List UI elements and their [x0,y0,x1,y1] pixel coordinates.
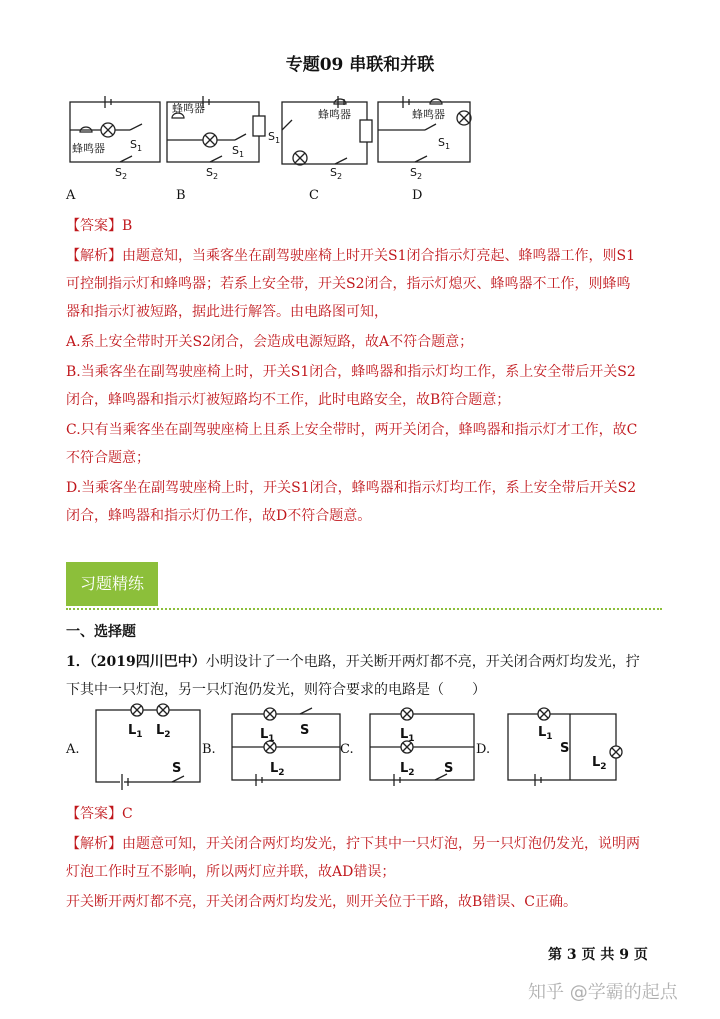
buzzer-label-b: 蜂鸣器 [172,102,205,115]
option-c-label: C [309,188,319,203]
question1-answer: 【答案】C [66,806,133,822]
prev-analysis-line-8: 不符合题意； [66,450,150,466]
svg-text:L1: $L_1$ [538,725,553,742]
prev-analysis-line-3: 器和指示灯被短路，据此进行解答。由电路图可知， [66,304,388,320]
svg-text:S1: $S_1$ [268,130,281,145]
question1-source: （2019四川巴中） [89,654,206,670]
svg-text:S1: $S_1$ [130,138,143,153]
question1-number: 1． [66,654,90,670]
svg-text:L1: $L_1$ [128,723,143,740]
prev-analysis-line-4: A.系上安全带时开关S2闭合，会造成电源短路，故A不符合题意； [66,334,474,350]
svg-text:S2: $S_2$ [206,166,219,181]
svg-text:S2: $S_2$ [330,166,343,181]
question1-stem-line-1 [66,648,640,676]
svg-text:L1: $L_1$ [400,727,415,744]
prev-analysis-line-9: D.当乘客坐在副驾驶座椅上时，开关S1闭合，蜂鸣器和指示灯均工作，系上安全带后开关S2 [66,480,637,496]
circuit-a-switch-label: S [172,761,182,776]
question1-circuits-figure [60,700,660,800]
prev-analysis-line-1: 【解析】由题意知，当乘客坐在副驾驶座椅上时开关S1闭合指示灯亮起、蜂鸣器工作，则S1 [66,248,635,264]
buzzer-label-d: 蜂鸣器 [412,108,445,121]
svg-text:L2: $L_2$ [156,723,171,740]
svg-text:S1: $S_1$ [232,144,245,159]
watermark: 知乎 @学霸的起点 [528,982,678,1003]
svg-text:S1: $S_1$ [438,136,451,151]
question1-analysis-line-1: 【解析】由题意可知，开关闭合两灯均发光，拧下其中一只灯泡，另一只灯泡仍发光，说明两 [66,836,640,852]
question1-analysis-line-3: 开关断开两灯都不亮，开关闭合两灯均发光，则开关位于干路，故B错误、C正确。 [66,894,577,910]
option-d-label: D [412,188,423,203]
prev-analysis-line-10: 闭合，蜂鸣器和指示灯仍工作，故D不符合题意。 [66,508,372,524]
prev-circuits-figure [60,90,500,182]
q1-option-d-label: D. [476,742,491,757]
page-title: 专题09 串联和并联 [285,55,435,75]
prev-answer: 【答案】B [66,218,133,234]
svg-text:L2: $L_2$ [400,761,415,778]
prev-analysis-line-7: C.只有当乘客坐在副驾驶座椅上且系上安全带时，两开关闭合，蜂鸣器和指示灯才工作，故C [66,422,638,438]
prev-analysis-line-6: 闭合，蜂鸣器和指示灯被短路均不工作，此时电路安全，故B符合题意； [66,392,511,408]
question1-stem-line-2: 下其中一只灯泡，另一只灯泡仍发光，则符合要求的电路是（ ） [66,682,486,698]
svg-text:L2: $L_2$ [592,755,607,772]
q1-option-c-label: C. [340,742,354,757]
prev-analysis-line-2: 可控制指示灯和蜂鸣器；若系上安全带，开关S2闭合，指示灯熄灭、蜂鸣器不工作，则蜂鸣 [66,276,631,292]
question1-stem-text: 小明设计了一个电路，开关断开两灯都不亮，开关闭合两灯均发光，拧 [205,654,640,670]
option-b-label: B [176,188,186,203]
section-heading: 一、选择题 [66,624,136,640]
buzzer-label-a: 蜂鸣器 [72,142,105,155]
section-banner: 习题精练 [66,562,158,606]
svg-text:S2: $S_2$ [410,166,423,181]
circuit-d-switch-label: S [560,741,570,756]
page-footer: 第 3 页 共 9 页 [548,947,648,963]
option-a-label: A [66,188,76,203]
buzzer-label-c: 蜂鸣器 [318,108,351,121]
svg-text:L1: $L_1$ [260,727,275,744]
question1-analysis-line-2: 灯泡工作时互不影响，所以两灯应并联，故AD错误； [66,864,396,880]
q1-option-a-label: A. [66,742,80,757]
section-divider [66,608,662,610]
circuit-b-switch-label: S [300,723,310,738]
svg-text:S2: $S_2$ [115,166,128,181]
svg-text:L2: $L_2$ [270,761,285,778]
circuit-c-switch-label: S [444,761,454,776]
prev-analysis-line-5: B.当乘客坐在副驾驶座椅上时，开关S1闭合，蜂鸣器和指示灯均工作，系上安全带后开关S2 [66,364,636,380]
q1-option-b-label: B. [202,742,216,757]
